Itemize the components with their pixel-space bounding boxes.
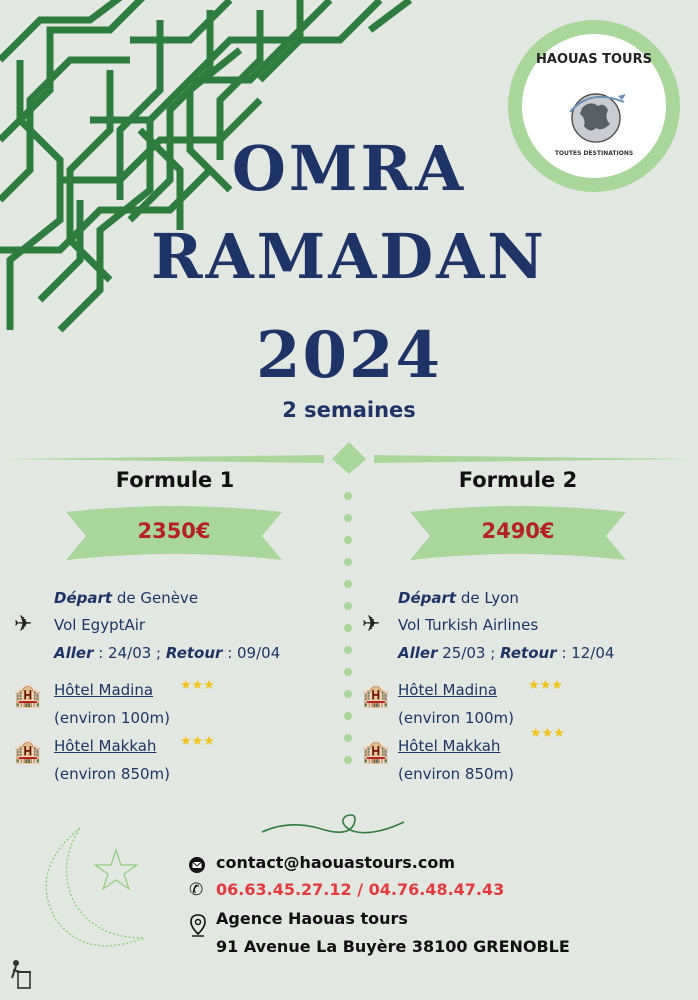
formule-1-departure <box>54 585 198 612</box>
formule-1-title: Formule 1 <box>115 468 235 492</box>
departure-label: Départ <box>54 589 113 607</box>
contact-email[interactable]: contact@haouastours.com <box>216 853 456 872</box>
duration: 2 semaines <box>282 398 416 422</box>
title-line1: OMRA <box>231 132 467 205</box>
agency-name: Agence Haouas tours <box>216 909 408 928</box>
formule-2-price: 2490€ <box>481 519 555 543</box>
aller-label: Aller <box>54 644 94 662</box>
stars-icon: ★★★ <box>530 726 565 741</box>
aller-label: Aller <box>398 644 438 662</box>
title-year: 2024 <box>255 318 443 393</box>
plane-icon: ✈ <box>14 612 33 637</box>
swirl-ornament <box>258 808 408 844</box>
hotel-icon: 🏨 <box>362 684 390 709</box>
departure-city: de Genève <box>112 589 199 607</box>
formule-1-price: 2350€ <box>137 519 211 543</box>
formule-1-flight: Vol EgyptAir <box>54 616 146 634</box>
formule-2-title: Formule 2 <box>458 468 578 492</box>
agency-address: 91 Avenue La Buyère 38100 GRENOBLE <box>216 937 570 956</box>
contact-phones[interactable]: 06.63.45.27.12 / 04.76.48.47.43 <box>216 880 505 899</box>
stars-icon: ★★★ <box>180 678 215 693</box>
email-icon <box>188 856 206 874</box>
crescent-star-icon <box>36 820 166 960</box>
hotel-icon: 🏨 <box>362 740 390 765</box>
phone-icon: ✆ <box>189 880 204 900</box>
formule-2-flight: Vol Turkish Airlines <box>398 616 539 634</box>
retour-value: : 12/04 <box>556 644 615 662</box>
recycle-bin-icon <box>6 958 34 992</box>
aller-value: 25/03 ; <box>437 644 501 662</box>
retour-label: Retour <box>500 644 557 662</box>
formule-2-departure <box>398 585 519 612</box>
formule-2-hotel-madina[interactable]: Hôtel Madina <box>398 681 498 699</box>
formule-1-dates <box>54 640 280 667</box>
logo-tagline: TOUTES DESTINATIONS <box>554 150 634 157</box>
formule-1-hotel-madina[interactable]: Hôtel Madina <box>54 681 154 699</box>
formule-1-hotel-madina-distance: (environ 100m) <box>54 709 171 727</box>
retour-value: : 09/04 <box>222 644 281 662</box>
departure-city: de Lyon <box>456 589 519 607</box>
column-separator <box>340 490 356 780</box>
formule-2-dates <box>398 640 614 667</box>
stars-icon: ★★★ <box>528 678 563 693</box>
formule-2-hotel-madina-distance: (environ 100m) <box>398 709 515 727</box>
departure-label: Départ <box>398 589 457 607</box>
hotel-icon: 🏨 <box>14 684 42 709</box>
retour-label: Retour <box>165 644 223 662</box>
stars-icon: ★★★ <box>180 734 215 749</box>
formule-2-hotel-makkah-distance: (environ 850m) <box>398 765 515 783</box>
logo-name: HAOUAS TOURS <box>536 52 652 67</box>
plane-icon: ✈ <box>362 612 381 637</box>
formule-2-hotel-makkah[interactable]: Hôtel Makkah <box>398 737 501 755</box>
hotel-icon: 🏨 <box>14 740 42 765</box>
formule-1-hotel-makkah-distance: (environ 850m) <box>54 765 171 783</box>
formule-1-hotel-makkah[interactable]: Hôtel Makkah <box>54 737 157 755</box>
title-line2: RAMADAN <box>151 220 547 293</box>
aller-value: : 24/03 ; <box>93 644 166 662</box>
location-pin-icon <box>190 914 206 938</box>
